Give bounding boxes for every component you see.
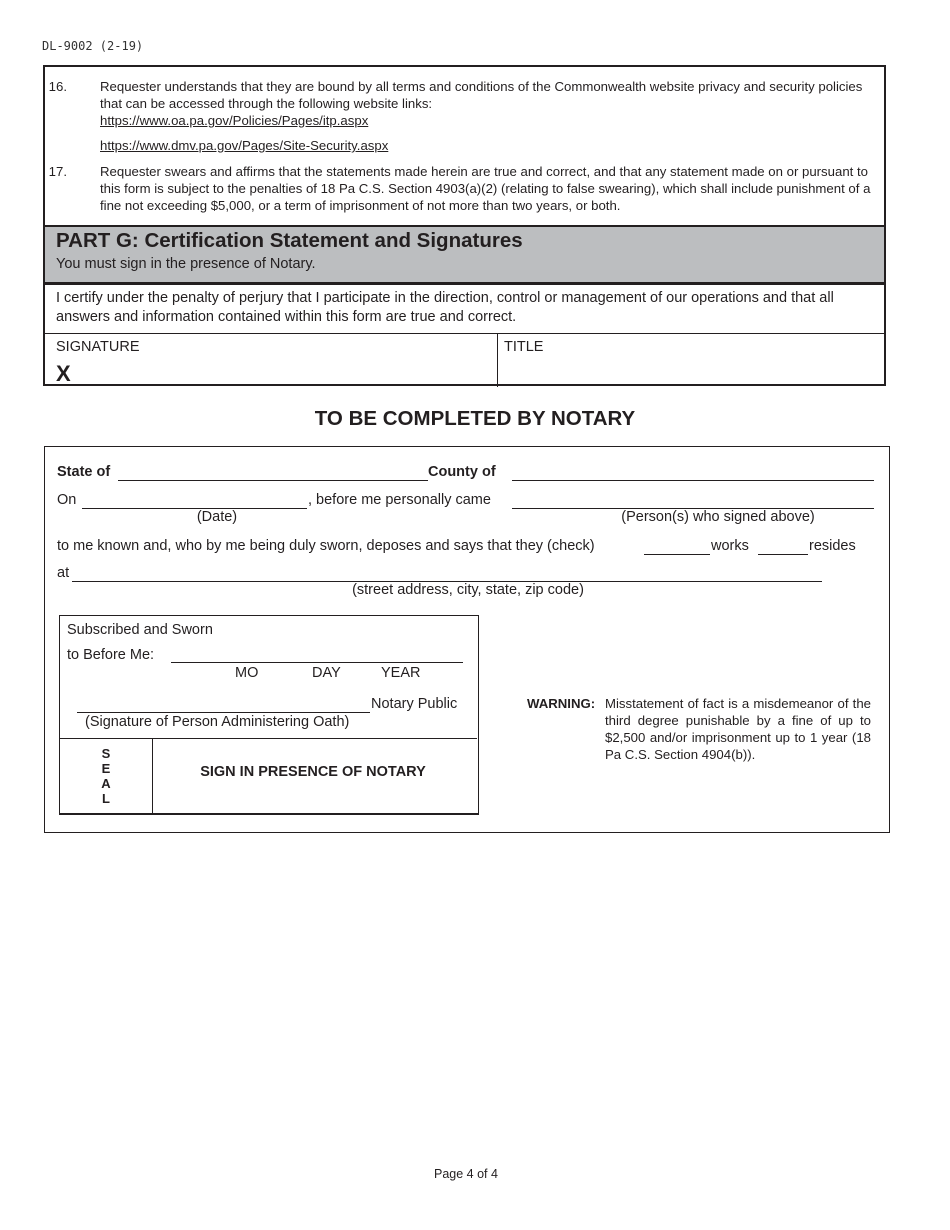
signature-title-divider [497,334,498,387]
works-check-field[interactable] [644,554,710,555]
certification-statement: I certify under the penalty of perjury that I participate in the direction, control or management of our operations and that all answers and information contained within this form are true and correct. [56,290,834,325]
page-number: Page 4 of 4 [434,1167,498,1181]
notary-section [44,446,890,833]
state-field[interactable] [118,480,428,481]
itp-policy-link[interactable]: https://www.oa.pa.gov/Policies/Pages/itp.aspx [100,113,369,128]
works-label: works [711,538,749,554]
item-16-text: Requester understands that they are bound by all terms and conditions of the Commonwealth website privacy and security policies that can be accessed through the following website links: [100,79,863,111]
address-caption: (street address, city, state, zip code) [352,582,584,598]
item-17-number: 17. [48,164,67,179]
county-of-label: County of [428,464,496,480]
seal-letter: E [101,761,111,776]
terms-and-certification-box [43,65,886,386]
state-of-label: State of [57,464,111,480]
form-number: DL-9002 (2-19) [42,39,144,53]
part-g-title: PART G: Certification Statement and Signatures [56,229,523,252]
persons-caption: (Person(s) who signed above) [621,509,815,525]
part-g-subtitle: You must sign in the presence of Notary. [56,256,316,272]
seal-letter: A [101,776,111,791]
signature-label: SIGNATURE [56,339,140,355]
signature-x-mark: X [56,361,71,386]
item-16-number: 16. [48,79,67,94]
at-label: at [57,565,70,581]
seal-separator [60,738,477,739]
notary-public-label: Notary Public [371,696,458,712]
year-label: YEAR [381,665,421,681]
warning-text: Misstatement of fact is a misdemeanor of the third degree punishable by a fine of up to $2,500 and/or imprisonment up to 1 year (18 Pa C.S. Section 4904(b)). [605,696,871,762]
sign-in-presence-label: SIGN IN PRESENCE OF NOTARY [200,764,426,780]
day-label: DAY [312,665,341,681]
site-security-link[interactable]: https://www.dmv.pa.gov/Pages/Site-Security.aspx [100,138,389,153]
seal-letter: L [102,791,110,806]
known-statement: to me known and, who by me being duly sworn, deposes and says that they (check) [57,538,595,554]
item-17-text: Requester swears and affirms that the statements made herein are true and correct, and that any statement made on or pursuant to this form is subject to the penalties of 18 Pa C.S. Section 4903(a)(2) (relating to false swearing), which shall include punishment of a fine not exceeding $5,000, or a term of imprisonment of not more than two years, or both. [100,164,871,213]
oath-signature-caption: (Signature of Person Administering Oath) [85,714,350,730]
county-field[interactable] [512,480,874,481]
part-g-header [45,225,884,285]
title-label: TITLE [504,339,544,355]
signature-row [45,333,884,387]
mo-label: MO [235,665,259,681]
date-caption: (Date) [196,509,238,525]
seal-letter: S [101,746,111,761]
before-me-label: , before me personally came [308,492,491,508]
to-before-me-label: to Before Me: [67,647,155,663]
notary-heading: TO BE COMPLETED BY NOTARY [314,407,636,430]
warning-label: WARNING: [527,696,596,711]
on-label: On [57,492,77,508]
resides-label: resides [809,538,856,554]
subscribed-label: Subscribed and Sworn [67,622,213,638]
notary-signature-field[interactable] [77,712,370,713]
seal-area [60,746,152,806]
resides-check-field[interactable] [758,554,808,555]
sworn-date-field[interactable] [171,662,463,663]
notary-sworn-box [59,615,479,815]
